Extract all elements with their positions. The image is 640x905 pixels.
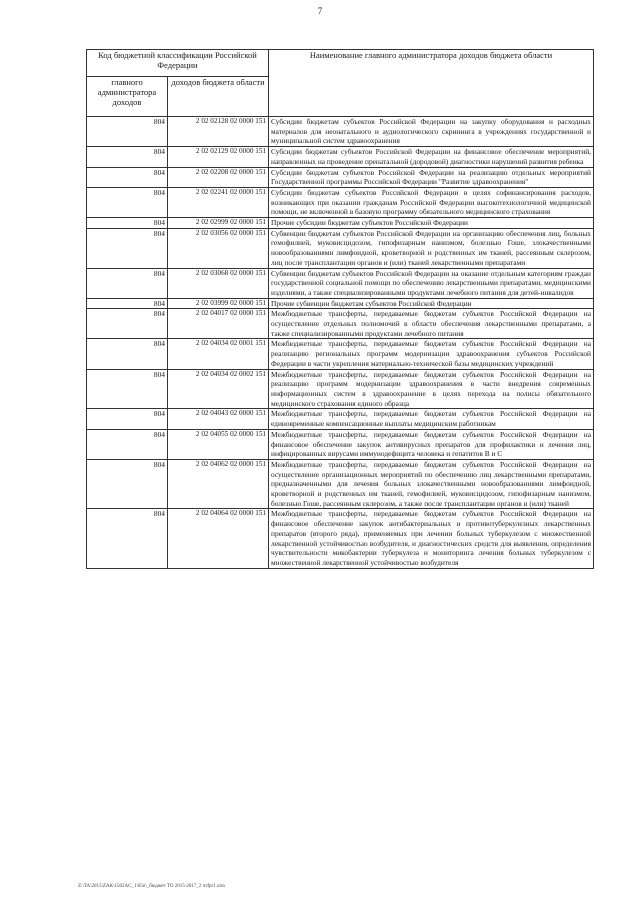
name-header: Наименование главного администратора доходов бюджета области	[269, 50, 594, 117]
income-code-cell: 2 02 04064 02 0000 151	[168, 509, 269, 568]
kbk-header: Код бюджетной классификации Российской Федерации	[87, 50, 269, 77]
table-row	[87, 339, 594, 369]
income-code-cell: 2 02 04062 02 0000 151	[168, 459, 269, 509]
income-name-cell: Межбюджетные трансферты, передаваемые бюджетам субъектов Российской Федерации на реализацию программ модернизации здравоохранения в части внедрения современных информационных систем в здравоохранение в целях перехода на полисы обязательного медицинского страхования единого образца	[269, 369, 594, 409]
income-name-cell: Субвенции бюджетам субъектов Российской Федерации на оказание отдельным категориям граждан государственной социальной помощи по обеспечению лекарственными препаратами, медицинскими изделиями, а также специализированными продуктами лечебного питания для детей-инвалидов	[269, 268, 594, 298]
income-code-cell: 2 02 02241 02 0000 151	[168, 187, 269, 217]
income-name-cell: Субвенции бюджетам субъектов Российской Федерации на организацию обеспечения лиц, больных гемофилией, муковисцидозом, гипофизарным нанизмом, болезнью Гоше, злокачественными новообразованиями лимфоидной, кроветворной и родственных им тканей, рассеянным склерозом, лиц после трансплантации органов и (или) тканей лекарственными препаратами	[269, 228, 594, 268]
table-row	[87, 147, 594, 167]
admin-code-cell: 804	[87, 309, 168, 339]
income-name-cell: Прочие субвенции бюджетам субъектов Российской Федерации	[269, 298, 594, 309]
admin-code-cell: 804	[87, 429, 168, 459]
admin-code-cell: 804	[87, 218, 168, 229]
income-name-cell: Субсидии бюджетам субъектов Российской Федерации в целях софинансирования расходов, возникающих при оказании гражданам Российской Федерации высокотехнологичной медицинской помощи, не включенной в базовую программу обязательного медицинского страхования	[269, 187, 594, 217]
income-code-cell: 2 02 02129 02 0000 151	[168, 147, 269, 167]
table-row	[87, 369, 594, 409]
income-code-cell: 2 02 04043 02 0000 151	[168, 409, 269, 429]
admin-code-cell: 804	[87, 509, 168, 568]
income-name-cell: Прочие субсидии бюджетам субъектов Российской Федерации	[269, 218, 594, 229]
table-row	[87, 218, 594, 229]
admin-code-cell: 804	[87, 228, 168, 268]
budget-classification-table	[86, 49, 594, 569]
table-row	[87, 117, 594, 147]
income-code-cell: 2 02 03068 02 0000 151	[168, 268, 269, 298]
admin-code-cell: 804	[87, 187, 168, 217]
income-name-cell: Межбюджетные трансферты, передаваемые бюджетам субъектов Российской Федерации на финансовое обеспечение закупок антибактериальных и противотуберкулезных лекарственных препаратов (второго ряда), применяемых при лечении больных туберкулезом с множественной лекарственной устойчивостью возбудителя, и диагностических средств для выявления, определения чувствительности микобактерии туберкулеза и мониторинга лечения больных туберкулезом с множественной лекарственной устойчивостью возбудителя	[269, 509, 594, 568]
table-row	[87, 228, 594, 268]
income-name-cell: Субсидии бюджетам субъектов Российской Федерации на закупку оборудования и расходных материалов для неонатального и аудиологического скрининга в учреждениях государственной и муниципальной систем здравоохранения	[269, 117, 594, 147]
admin-code-cell: 804	[87, 339, 168, 369]
admin-code-cell: 804	[87, 147, 168, 167]
income-name-cell: Межбюджетные трансферты, передаваемые бюджетам субъектов Российской Федерации на осуществление отдельных полномочий в области обеспечения лекарственными препаратами, а также специализированными продуктами лечебного питания	[269, 309, 594, 339]
table-row	[87, 298, 594, 309]
table-row	[87, 268, 594, 298]
table-row	[87, 187, 594, 217]
income-name-cell: Межбюджетные трансферты, передаваемые бюджетам субъектов Российской Федерации на финансовое обеспечение закупок антивирусных препаратов для профилактики и лечения лиц, инфицированных вирусами иммунодефицита человека и гепатитов В и С	[269, 429, 594, 459]
table-body	[87, 117, 594, 569]
table-row	[87, 309, 594, 339]
table-row	[87, 429, 594, 459]
admin-code-cell: 804	[87, 117, 168, 147]
table-row	[87, 459, 594, 509]
admin-code-cell: 804	[87, 369, 168, 409]
income-name-cell: Межбюджетные трансферты, передаваемые бюджетам субъектов Российской Федерации на осуществление организационных мероприятий по обеспечению лиц лекарственными препаратами, предназначенными для лечения больных злокачественными новообразованиями лимфоидной, кроветворной и родственных им тканей, гемофилией, муковисцидозом, гипофизарным нанизмом, болезнью Гоше, рассеянным склерозом, а также после трансплантации органов и (или) тканей	[269, 459, 594, 509]
income-code-cell: 2 02 03056 02 0000 151	[168, 228, 269, 268]
admin-code-cell: 804	[87, 409, 168, 429]
income-code-cell: 2 02 03999 02 0000 151	[168, 298, 269, 309]
income-subheader: доходов бюджета области	[168, 77, 269, 117]
admin-code-cell: 804	[87, 298, 168, 309]
file-path-footer: Z:\TA\2015\ZAK\1502AC_1\05n\_бюджет ТО 2015-2017_2 чтfpr1.xlsx	[78, 884, 226, 889]
table-row	[87, 409, 594, 429]
admin-code-cell: 804	[87, 268, 168, 298]
admin-code-cell: 804	[87, 167, 168, 187]
income-code-cell: 2 02 02208 02 0000 151	[168, 167, 269, 187]
table-row	[87, 509, 594, 568]
admin-subheader: главного администратора доходов	[87, 77, 168, 117]
income-name-cell: Межбюджетные трансферты, передаваемые бюджетам субъектов Российской Федерации на единовременные компенсационные выплаты медицинским работникам	[269, 409, 594, 429]
income-code-cell: 2 02 04017 02 0000 151	[168, 309, 269, 339]
admin-code-cell: 804	[87, 459, 168, 509]
income-code-cell: 2 02 02999 02 0000 151	[168, 218, 269, 229]
income-name-cell: Субсидии бюджетам субъектов Российской Федерации на финансовое обеспечение мероприятий, направленных на проведение пренатальной (дородовой) диагностики нарушений развития ребенка	[269, 147, 594, 167]
table-row	[87, 167, 594, 187]
income-code-cell: 2 02 04055 02 0000 151	[168, 429, 269, 459]
income-code-cell: 2 02 02128 02 0000 151	[168, 117, 269, 147]
income-code-cell: 2 02 04034 02 0001 151	[168, 339, 269, 369]
income-name-cell: Субсидии бюджетам субъектов Российской Федерации на реализацию отдельных мероприятий Государственной программы Российской Федерации "Развитие здравоохранения"	[269, 167, 594, 187]
income-code-cell: 2 02 04034 02 0002 151	[168, 369, 269, 409]
income-name-cell: Межбюджетные трансферты, передаваемые бюджетам субъектов Российской Федерации на реализацию региональных программ модернизации здравоохранения субъектов Российской Федерации в части укрепления материально-технической базы медицинских учреждений	[269, 339, 594, 369]
page-number: 7	[317, 6, 323, 16]
